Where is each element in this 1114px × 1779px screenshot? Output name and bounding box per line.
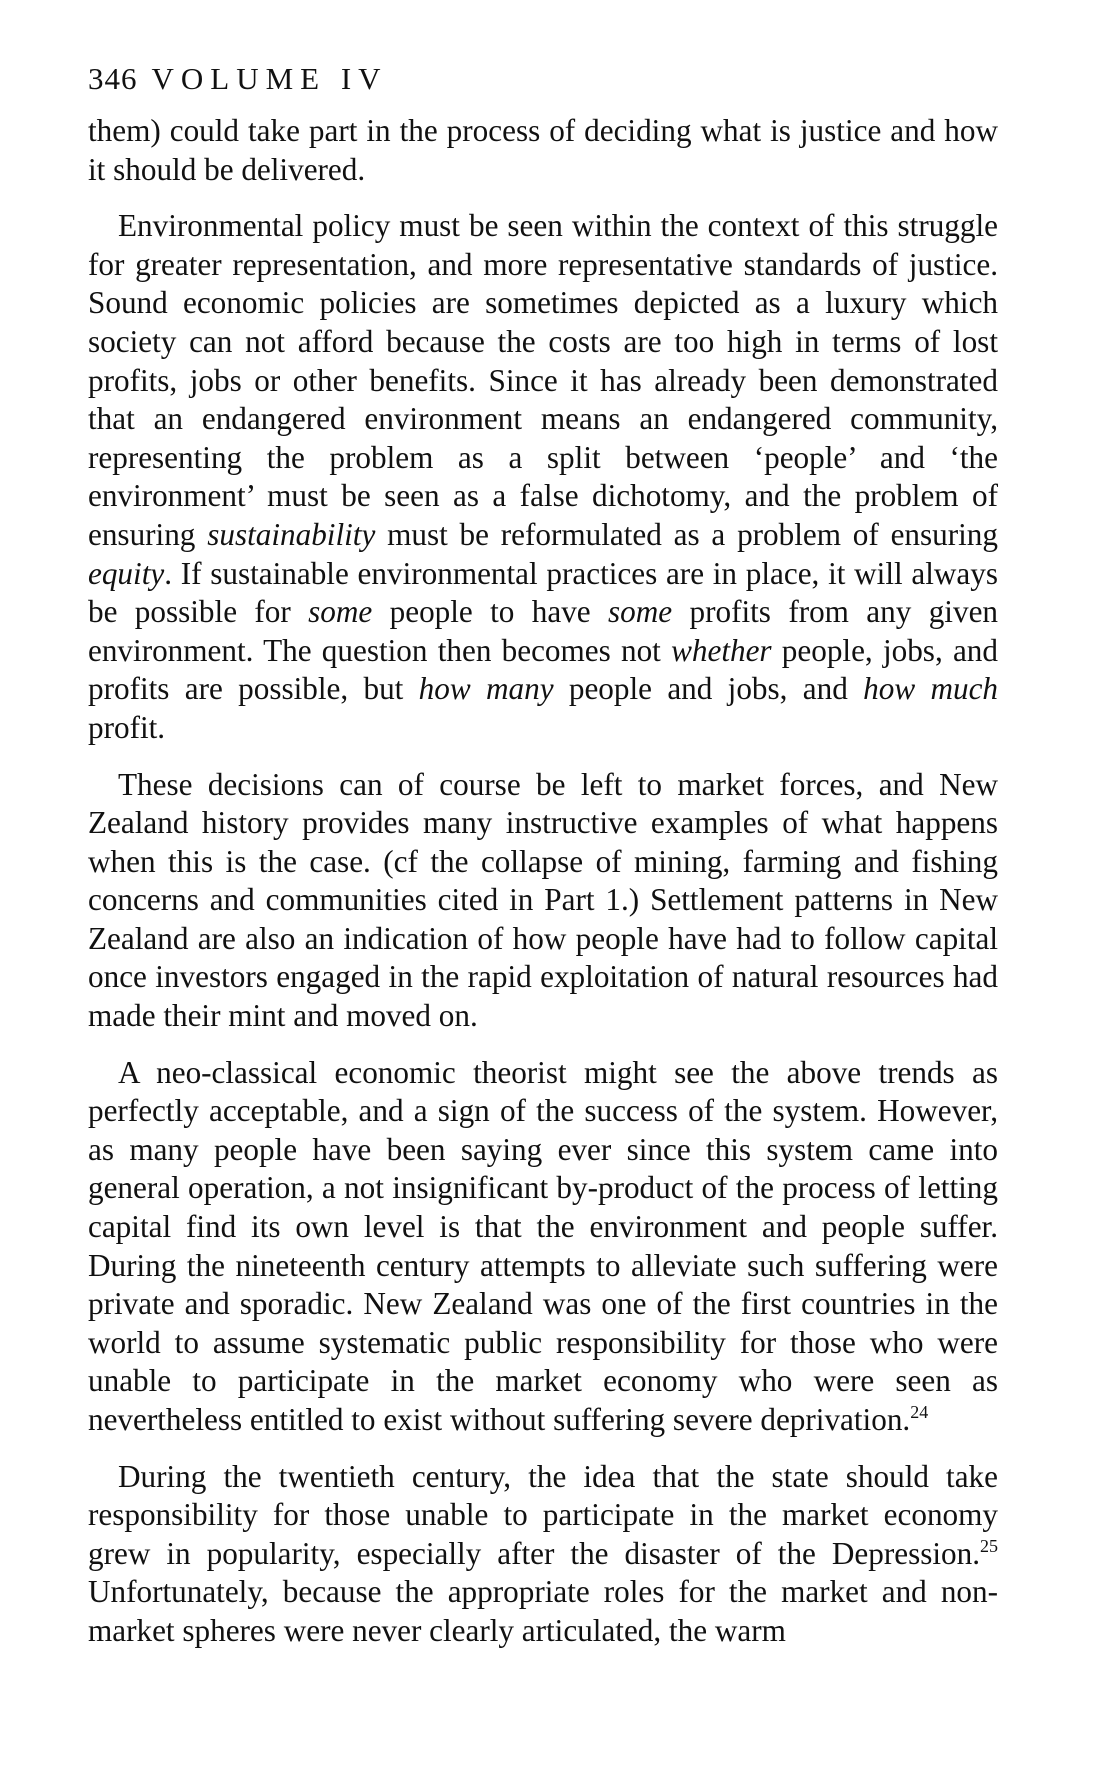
text-run: profit. — [88, 709, 166, 745]
paragraph — [88, 112, 998, 189]
footnote-ref: 25 — [980, 1535, 998, 1556]
book-page — [88, 60, 998, 1669]
emphasis: sustainability — [207, 516, 376, 552]
text-run: people and jobs, and — [553, 671, 864, 707]
text-run: Unfortunately, because the appropriate roles for the market and non-market spheres were never clearly articulated, the warm — [88, 1574, 998, 1648]
text-run: must be reformulated as a problem of ensuring — [375, 516, 998, 552]
running-head — [88, 60, 998, 98]
emphasis: equity — [88, 555, 165, 591]
text-run: . If sustainable environmental practices are in place, it will always be possible for — [88, 555, 998, 630]
text-run: These decisions can of course be left to market forces, and New Zealand history provides many instructive examples of what happens when this is the case. (cf the collapse of mining, farming and fishing concerns and communities cited in Part 1.) Settlement patterns in New Zealand are also an indication of how people have had to follow capital once investors engaged in the rapid exploitation of natural resources had made their mint and moved on. — [88, 766, 998, 1034]
page-number: 346 — [88, 61, 138, 96]
text-run: Environmental policy must be seen within the context of this struggle for greater representation, and more representative standards of justice. Sound economic policies are sometimes depicted as a luxury which society can not afford because the costs are too high in terms of lost profits, jobs or other benefits. Since it has already been demonstrated that an endangered environment means an endangered community, representing the problem as a split between ‘people’ and ‘the environment’ must be seen as a false dichotomy, and the problem of ensuring — [88, 208, 998, 552]
text-run: them) could take part in the process of deciding what is justice and how it should be delivered. — [88, 113, 998, 187]
emphasis: how many — [418, 671, 554, 707]
emphasis: how much — [863, 671, 999, 707]
paragraph — [88, 207, 998, 747]
paragraph — [88, 1054, 998, 1440]
emphasis: whether — [671, 632, 772, 668]
footnote-ref: 24 — [910, 1402, 929, 1422]
text-run: people, jobs, and profits are possible, but — [88, 632, 998, 707]
emphasis: some — [608, 594, 673, 630]
text-run: A neo-classical economic theorist might see the above trends as perfectly acceptable, and a sign of the success of the system. However, as many people have been saying ever since this system came into general operation, a not insignificant by-product of the process of letting capital find its own level is that the environment and people suffer. During the nineteenth century attempts to alleviate such suffering were private and sporadic. New Zealand was one of the first countries in the world to assume systematic public responsibility for those who were unable to participate in the market economy who were seen as nevertheless entitled to exist without suffering severe deprivation. — [88, 1054, 998, 1437]
emphasis: some — [308, 594, 373, 630]
text-run: profits from any given environment. The question then becomes not — [88, 594, 999, 668]
paragraph — [88, 766, 998, 1036]
body-text — [88, 112, 998, 1651]
text-run: people to have — [372, 594, 609, 630]
volume-label: VOLUME IV — [151, 61, 388, 96]
paragraph — [88, 1458, 998, 1651]
text-run: During the twentieth century, the idea that the state should take responsibility for those unable to participate in the market economy grew in popularity, especially after the disaster of the Depression. — [88, 1458, 998, 1571]
